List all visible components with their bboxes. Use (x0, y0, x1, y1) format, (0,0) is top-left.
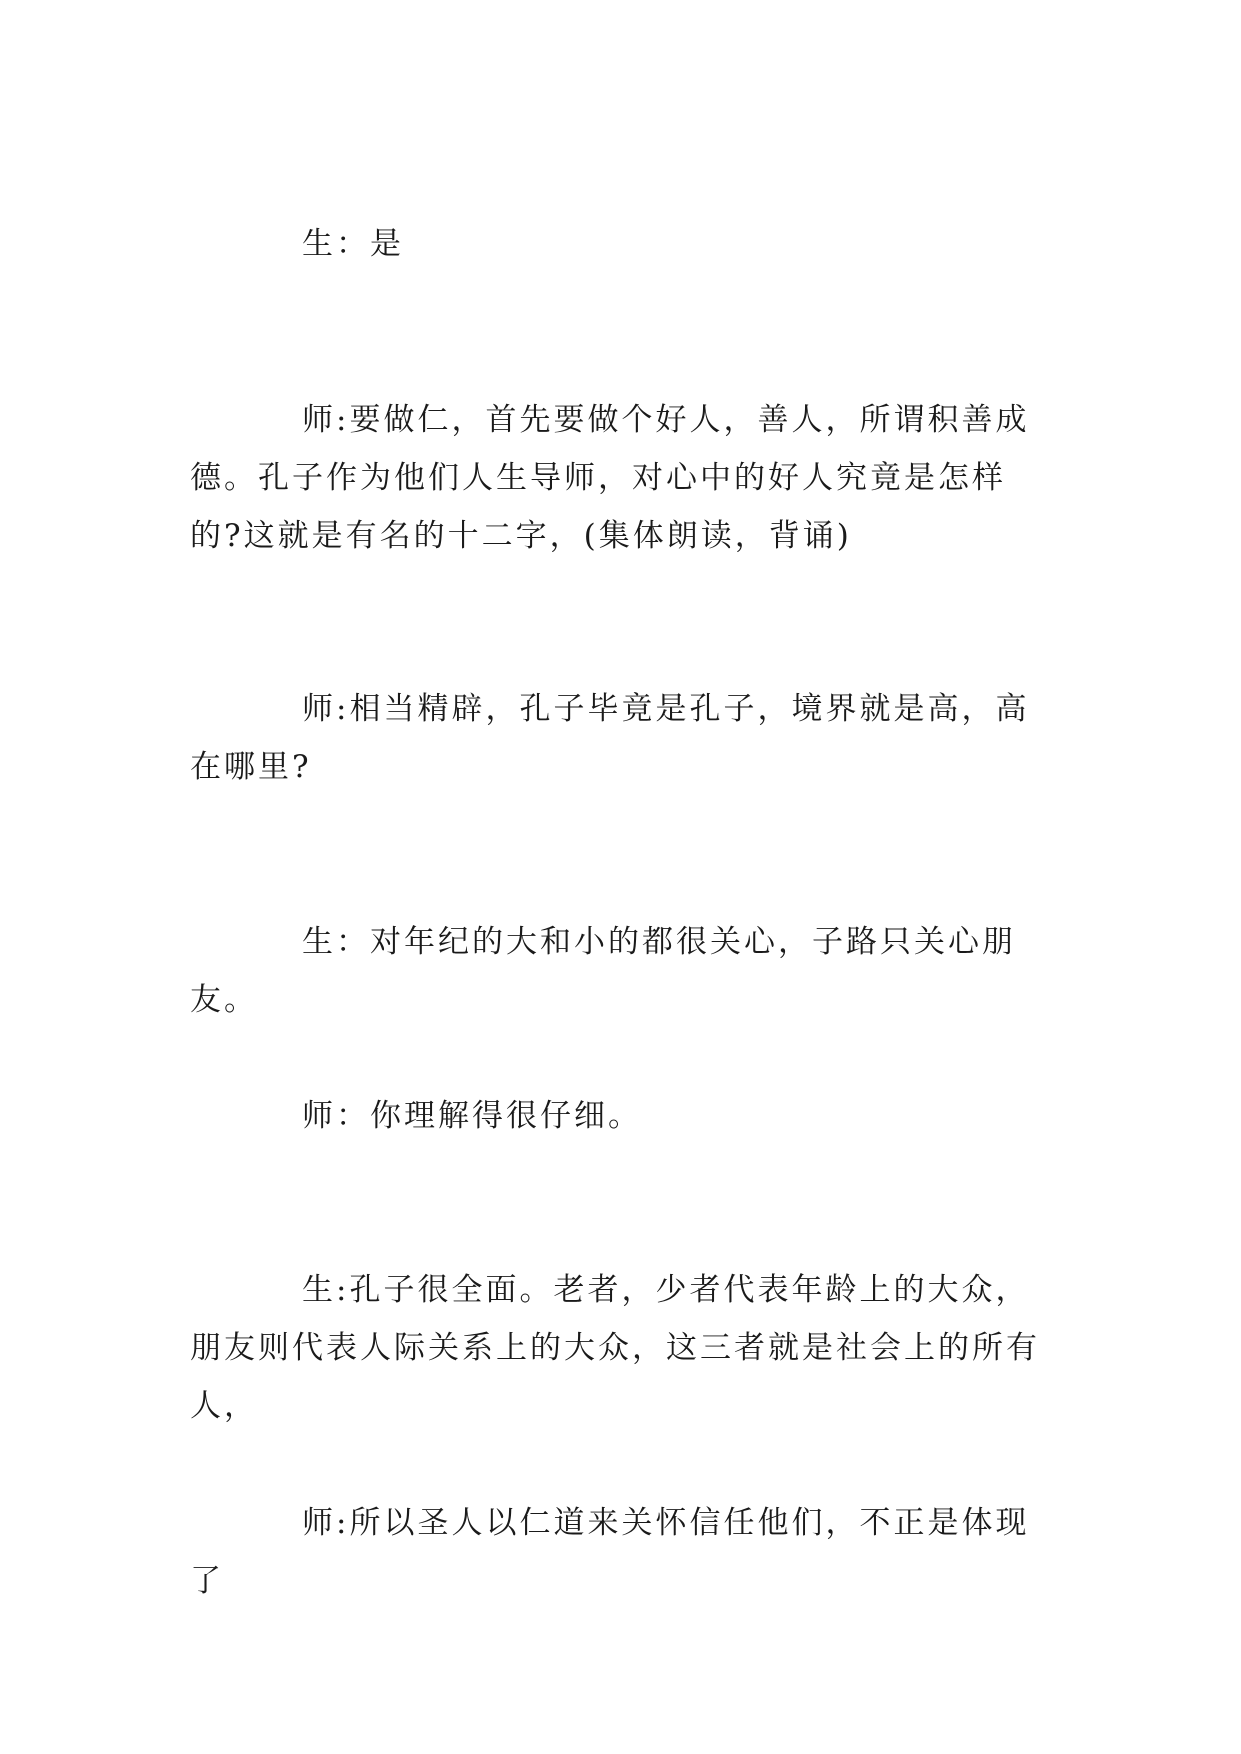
paragraph-teacher-insightful: 师:相当精辟，孔子毕竟是孔子，境界就是高，高在哪里? (190, 691, 1030, 785)
paragraph-student-answer-yes: 生：是 (302, 226, 404, 262)
paragraph-student-cares-all-ages: 生：对年纪的大和小的都很关心，子路只关心朋友。 (190, 924, 1016, 1018)
paragraph-teacher-praise: 师：你理解得很仔细。 (302, 1098, 642, 1134)
paragraph-student-comprehensive: 生:孔子很全面。老者，少者代表年龄上的大众，朋友则代表人际关系上的大众，这三者就是社会上的所有人， (190, 1272, 1040, 1424)
paragraph-teacher-sage-benevolence: 师:所以圣人以仁道来关怀信任他们，不正是体现了 (190, 1505, 1030, 1599)
paragraph-teacher-good-person: 师:要做仁，首先要做个好人，善人，所谓积善成德。孔子作为他们人生导师，对心中的好人究竟是怎样的?这就是有名的十二字，(集体朗读，背诵) (190, 402, 1030, 554)
